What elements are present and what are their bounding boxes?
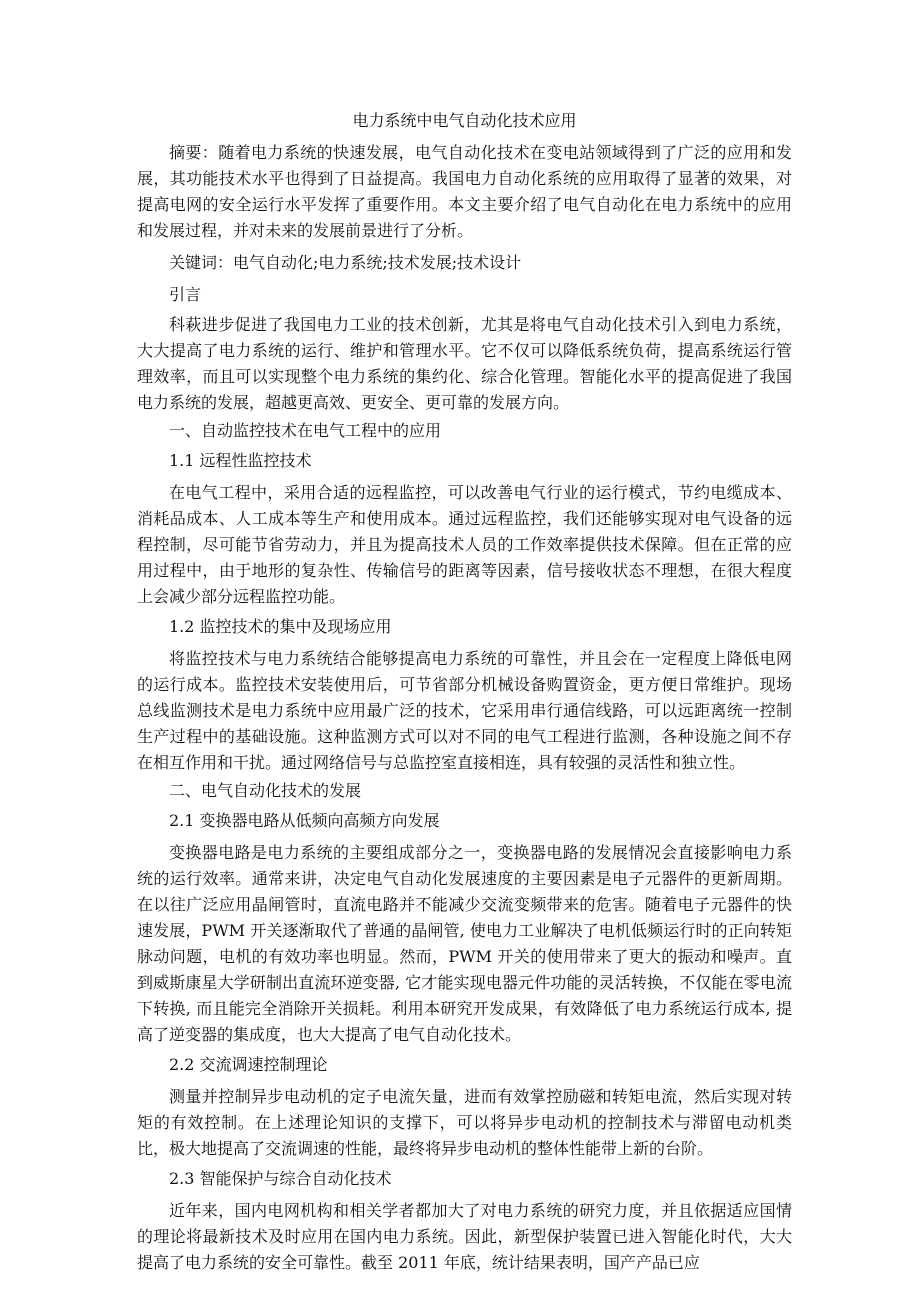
- keywords-line: 关键词：电气自动化;电力系统;技术发展;技术设计: [169, 253, 522, 272]
- section-2-3-heading: 2.3 智能保护与综合自动化技术: [169, 1169, 392, 1188]
- intro-heading: 引言: [169, 285, 202, 304]
- section-2-2-paragraph: 测量并控制异步电动机的定子电流矢量，进而有效掌控励磁和转矩电流，然后实现对转矩的有效控制。在上述理论知识的支撑下，可以将异步电动机的控制技术与滞留电动机类比，极大地提高了交流调速的性能，最终将异步电动机的整体性能带上新的台阶。: [137, 1087, 792, 1158]
- section-2-1-paragraph: 变换器电路是电力系统的主要组成部分之一，变换器电路的发展情况会直接影响电力系统的运行效率。通常来讲，决定电气自动化发展速度的主要因素是电子元器件的更新周期。在以往广泛应用晶闸管时，直流电路并不能减少交流变频带来的危害。随着电子元器件的快速发展，PWM 开关逐渐取代了普通的晶闸管, 使电力工业解决了电机低频运行时的正向转矩脉动问题，电机的有效功率也明显。然而，PWM 开关的使用带来了更大的振动和噪声。直到威斯康星大学研制出直流环逆变器, 它才能实现电器元件功能的灵活转换，不仅能在零电流下转换, 而且能完全消除开关损耗。利用本研究开发成果，有效降低了电力系统运行成本, 提高了逆变器的集成度，也大大提高了电气自动化技术。: [137, 843, 792, 1044]
- section-1-1-heading: 1.1 远程性监控技术: [169, 451, 312, 470]
- section-1-1-paragraph: 在电气工程中，采用合适的远程监控，可以改善电气行业的运行模式，节约电缆成本、消耗品成本、人工成本等生产和使用成本。通过远程监控，我们还能够实现对电气设备的远程控制，尽可能节省劳动力，并且为提高技术人员的工作效率提供技术保障。但在正常的应用过程中，由于地形的复杂性、传输信号的距离等因素，信号接收状态不理想，在很大程度上会减少部分远程监控功能。: [137, 483, 792, 606]
- section-1-heading: 一、自动监控技术在电气工程中的应用: [169, 421, 442, 440]
- page-title: 电力系统中电气自动化技术应用: [352, 111, 577, 130]
- document-body: [137, 108, 792, 1276]
- section-2-heading: 二、电气自动化技术的发展: [169, 781, 362, 800]
- section-2-2-heading: 2.2 交流调速控制理论: [169, 1055, 328, 1074]
- abstract-paragraph: 摘要：随着电力系统的快速发展，电气自动化技术在变电站领域得到了广泛的应用和发展，其功能技术水平也得到了日益提高。我国电力自动化系统的应用取得了显著的效果，对提高电网的安全运行水平发挥了重要作用。本文主要介绍了电气自动化在电力系统中的应用和发展过程，并对未来的发展前景进行了分析。: [137, 143, 792, 240]
- section-1-2-heading: 1.2 监控技术的集中及现场应用: [169, 617, 392, 636]
- intro-paragraph: 科萩进步促进了我国电力工业的技术创新，尤其是将电气自动化技术引入到电力系统，大大提高了电力系统的运行、维护和管理水平。它不仅可以降低系统负荷，提高系统运行管理效率，而且可以实现整个电力系统的集约化、综合化管理。智能化水平的提高促进了我国电力系统的发展，超越更高效、更安全、更可靠的发展方向。: [137, 315, 792, 412]
- section-2-1-heading: 2.1 变换器电路从低频向高频方向发展: [169, 811, 440, 830]
- section-2-3-paragraph: 近年来，国内电网机构和相关学者都加大了对电力系统的研究力度，并且依据适应国情的理论将最新技术及时应用在国内电力系统。因此，新型保护装置已进入智能化时代，大大提高了电力系统的安全可靠性。截至 2011 年底，统计结果表明，国产产品已应: [137, 1201, 792, 1272]
- section-1-2-paragraph: 将监控技术与电力系统结合能够提高电力系统的可靠性，并且会在一定程度上降低电网的运行成本。监控技术安装使用后，可节省部分机械设备购置资金，更方便日常维护。现场总线监测技术是电力系统中应用最广泛的技术，它采用串行通信线路，可以远距离统一控制生产过程中的基础设施。这种监测方式可以对不同的电气工程进行监测，各种设施之间不存在相互作用和干扰。通过网络信号与总监控室直接相连，具有较强的灵活性和独立性。: [137, 649, 792, 772]
